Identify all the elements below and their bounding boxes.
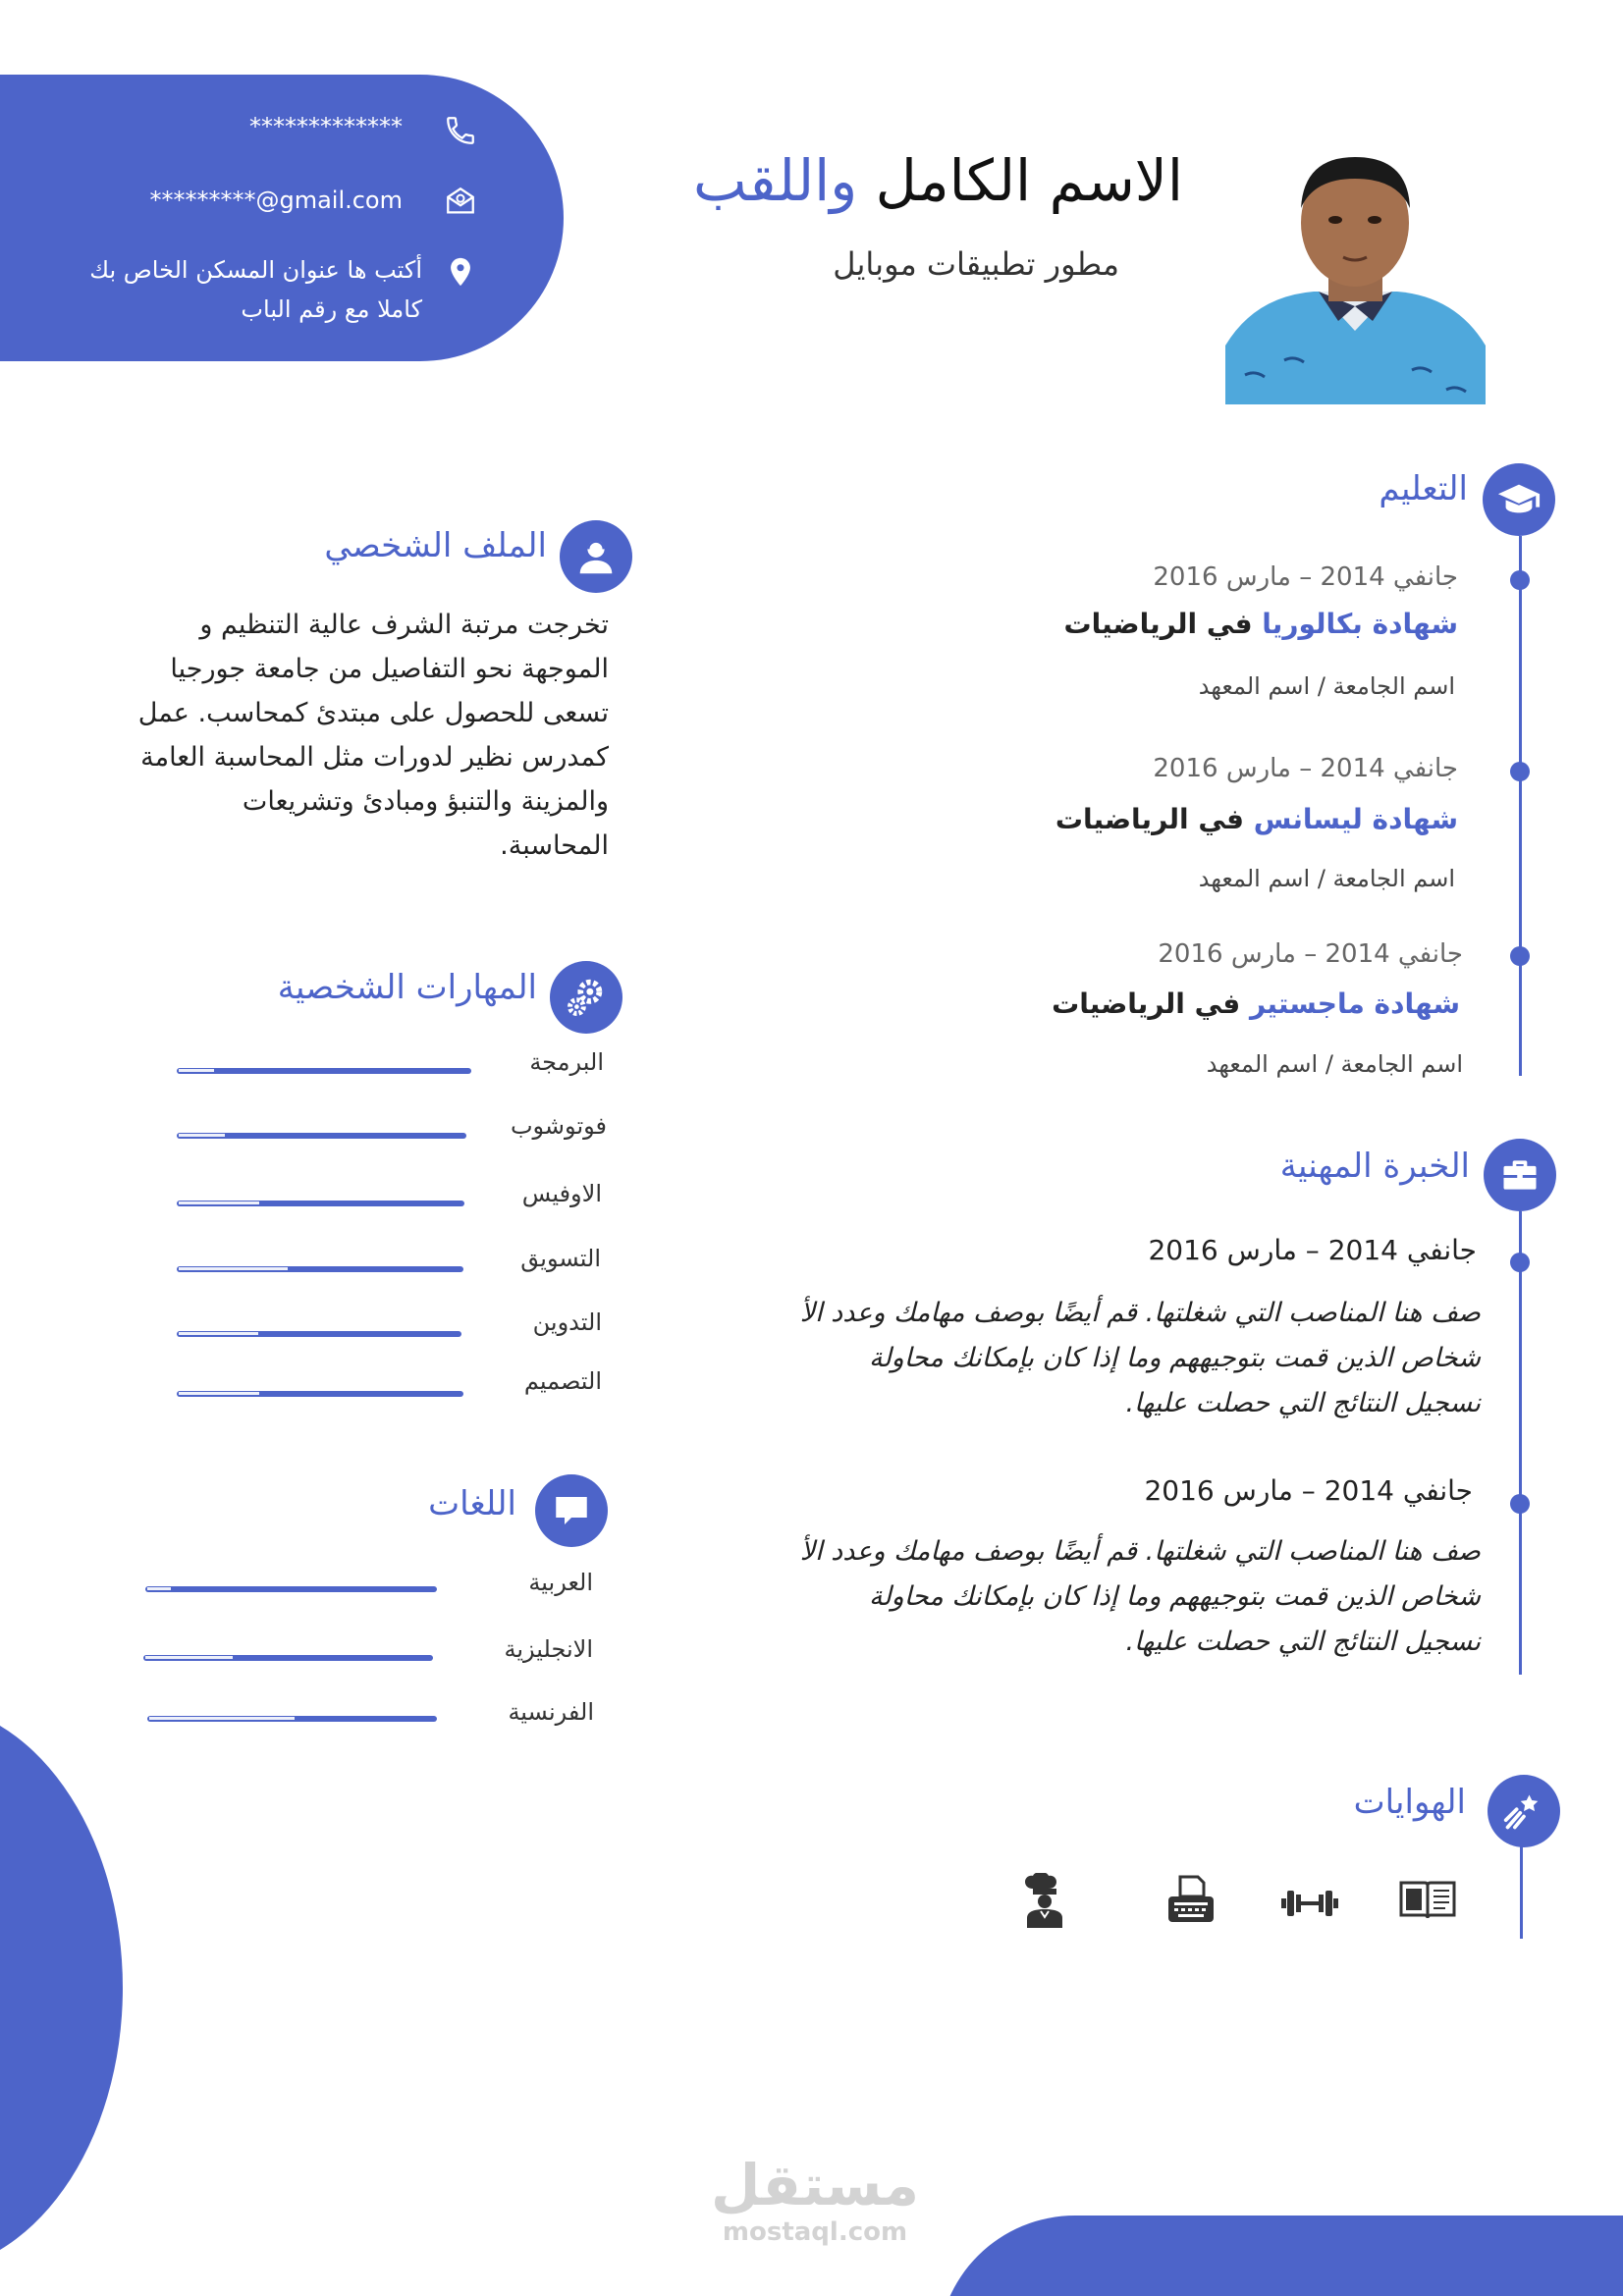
hobbies-section-icon xyxy=(1488,1775,1560,1847)
experience-description xyxy=(734,1529,1481,1665)
degree-name: شهادة ماجستير xyxy=(1240,988,1460,1020)
book-icon xyxy=(1398,1877,1457,1936)
email-icon xyxy=(444,185,477,218)
languages-bar-fill xyxy=(147,1587,171,1590)
degree-field: في الرياضيات xyxy=(1055,803,1245,835)
briefcase-icon xyxy=(1498,1153,1542,1197)
skills-label: البرمجة xyxy=(529,1048,604,1076)
languages-label: الانجليزية xyxy=(504,1635,593,1663)
experience-line: شخاص الذين قمت بتوجيههم وما إذا كان بإمكانك محاولة xyxy=(868,1581,1481,1612)
experience-timeline xyxy=(1519,1211,1522,1675)
experience-line: صف هنا المناصب التي شغلتها. قم أيضًا بوصف مهامك وعدد الأ xyxy=(799,1536,1481,1567)
experience-line: صف هنا المناصب التي شغلتها. قم أيضًا بوصف مهامك وعدد الأ xyxy=(799,1298,1481,1328)
experience-section-icon xyxy=(1484,1139,1556,1211)
skills-bar-fill xyxy=(179,1201,259,1204)
degree-name: شهادة ليسانس xyxy=(1244,803,1458,835)
degree-name: شهادة بكالوريا xyxy=(1252,608,1458,640)
skills-bar-fill xyxy=(179,1134,225,1137)
education-date: جانفي 2014 – مارس 2016 xyxy=(1153,754,1458,783)
education-date: جانفي 2014 – مارس 2016 xyxy=(1158,939,1463,969)
skills-bar-fill xyxy=(179,1332,258,1335)
skills-bar-fill xyxy=(179,1392,259,1395)
address-text xyxy=(59,250,422,329)
email-text: *********@gmail.com xyxy=(149,187,403,214)
hobbies-title: الهوايات xyxy=(1353,1783,1466,1822)
watermark-arabic: مستقل xyxy=(710,2152,920,2218)
languages-bar-fill xyxy=(149,1717,295,1720)
decorative-bottom-band xyxy=(938,2216,1623,2296)
experience-date: جانفي 2014 – مارس 2016 xyxy=(1148,1234,1477,1266)
languages-label: العربية xyxy=(528,1569,593,1596)
location-pin-icon xyxy=(444,255,477,289)
profile-text xyxy=(108,603,609,868)
profile-title: الملف الشخصي xyxy=(324,526,547,565)
skills-bar-fill xyxy=(179,1267,288,1270)
education-degree xyxy=(982,988,1460,1020)
profile-section-icon xyxy=(560,520,632,593)
name-accent: واللقب xyxy=(692,147,858,214)
education-degree xyxy=(982,608,1458,640)
profile-line: المحاسبة. xyxy=(500,830,609,861)
experience-line: شخاص الذين قمت بتوجيههم وما إذا كان بإمكانك محاولة xyxy=(868,1343,1481,1373)
watermark-latin: mostaql.com xyxy=(722,2217,908,2247)
skills-title: المهارات الشخصية xyxy=(277,968,537,1007)
education-section-icon xyxy=(1483,463,1555,536)
skills-label: الاوفيس xyxy=(521,1180,602,1207)
job-title: مطور تطبيقات موبايل xyxy=(833,245,1119,283)
profile-line: كمدرس نظير لدورات مثل المحاسبة العامة xyxy=(140,742,609,773)
profile-photo xyxy=(1225,149,1486,404)
name-main: الاسم الكامل xyxy=(857,147,1183,214)
full-name xyxy=(687,147,1183,214)
profile-line: تسعى للحصول على مبتدئ كمحاسب. عمل xyxy=(137,698,609,728)
skills-section-icon xyxy=(550,961,622,1034)
profile-line: تخرجت مرتبة الشرف عالية التنظيم و xyxy=(199,610,609,640)
languages-bar-fill xyxy=(145,1656,233,1659)
timeline-dot xyxy=(1510,570,1530,590)
experience-line: نسجيل النتائج التي حصلت عليها. xyxy=(1125,1627,1481,1657)
timeline-dot xyxy=(1510,762,1530,781)
hobbies-timeline xyxy=(1520,1845,1523,1939)
education-institution: اسم الجامعة / اسم المعهد xyxy=(1198,865,1455,892)
shooting-star-icon xyxy=(1502,1789,1545,1833)
experience-title: الخبرة المهنية xyxy=(1279,1147,1470,1186)
education-date: جانفي 2014 – مارس 2016 xyxy=(1153,562,1458,592)
phone-text: ************* xyxy=(249,113,403,140)
decorative-circle xyxy=(0,1703,123,2272)
experience-date: جانفي 2014 – مارس 2016 xyxy=(1144,1474,1473,1507)
experience-description xyxy=(734,1291,1481,1426)
languages-title: اللغات xyxy=(428,1484,516,1523)
typewriter-icon xyxy=(1166,1875,1225,1934)
chef-icon xyxy=(1021,1873,1080,1932)
profile-line: الموجهة نحو التفاصيل من جامعة جورجيا xyxy=(170,654,609,684)
watermark xyxy=(707,2153,923,2247)
skills-label: التسويق xyxy=(520,1245,601,1272)
dumbbell-icon xyxy=(1280,1887,1339,1946)
user-icon xyxy=(573,534,619,579)
degree-field: في الرياضيات xyxy=(1052,988,1241,1020)
address-line-2: كاملا مع رقم الباب xyxy=(241,295,422,323)
education-institution: اسم الجامعة / اسم المعهد xyxy=(1206,1050,1463,1078)
profile-line: والمزينة والتنبؤ ومبادئ وتشريعات xyxy=(242,786,609,817)
skills-bar-fill xyxy=(179,1069,214,1072)
skills-label: فوتوشوب xyxy=(510,1112,607,1140)
languages-label: الفرنسية xyxy=(508,1698,594,1726)
skills-bar xyxy=(177,1068,471,1074)
education-timeline xyxy=(1519,536,1522,1076)
education-institution: اسم الجامعة / اسم المعهد xyxy=(1198,672,1455,700)
skills-label: التدوين xyxy=(532,1308,602,1336)
timeline-dot xyxy=(1510,1253,1530,1272)
education-degree xyxy=(982,803,1458,835)
gears-icon xyxy=(564,975,609,1020)
phone-icon xyxy=(444,114,477,147)
experience-line: نسجيل النتائج التي حصلت عليها. xyxy=(1125,1388,1481,1418)
degree-field: في الرياضيات xyxy=(1063,608,1253,640)
timeline-dot xyxy=(1510,946,1530,966)
timeline-dot xyxy=(1510,1494,1530,1514)
languages-section-icon xyxy=(535,1474,608,1547)
skills-label: التصميم xyxy=(523,1367,602,1395)
speech-bubble-icon xyxy=(551,1490,592,1531)
languages-bar xyxy=(145,1586,437,1592)
graduation-cap-icon xyxy=(1496,477,1542,522)
address-line-1: أكتب ها عنوان المسكن الخاص بك xyxy=(89,256,422,284)
education-title: التعليم xyxy=(1379,469,1468,508)
